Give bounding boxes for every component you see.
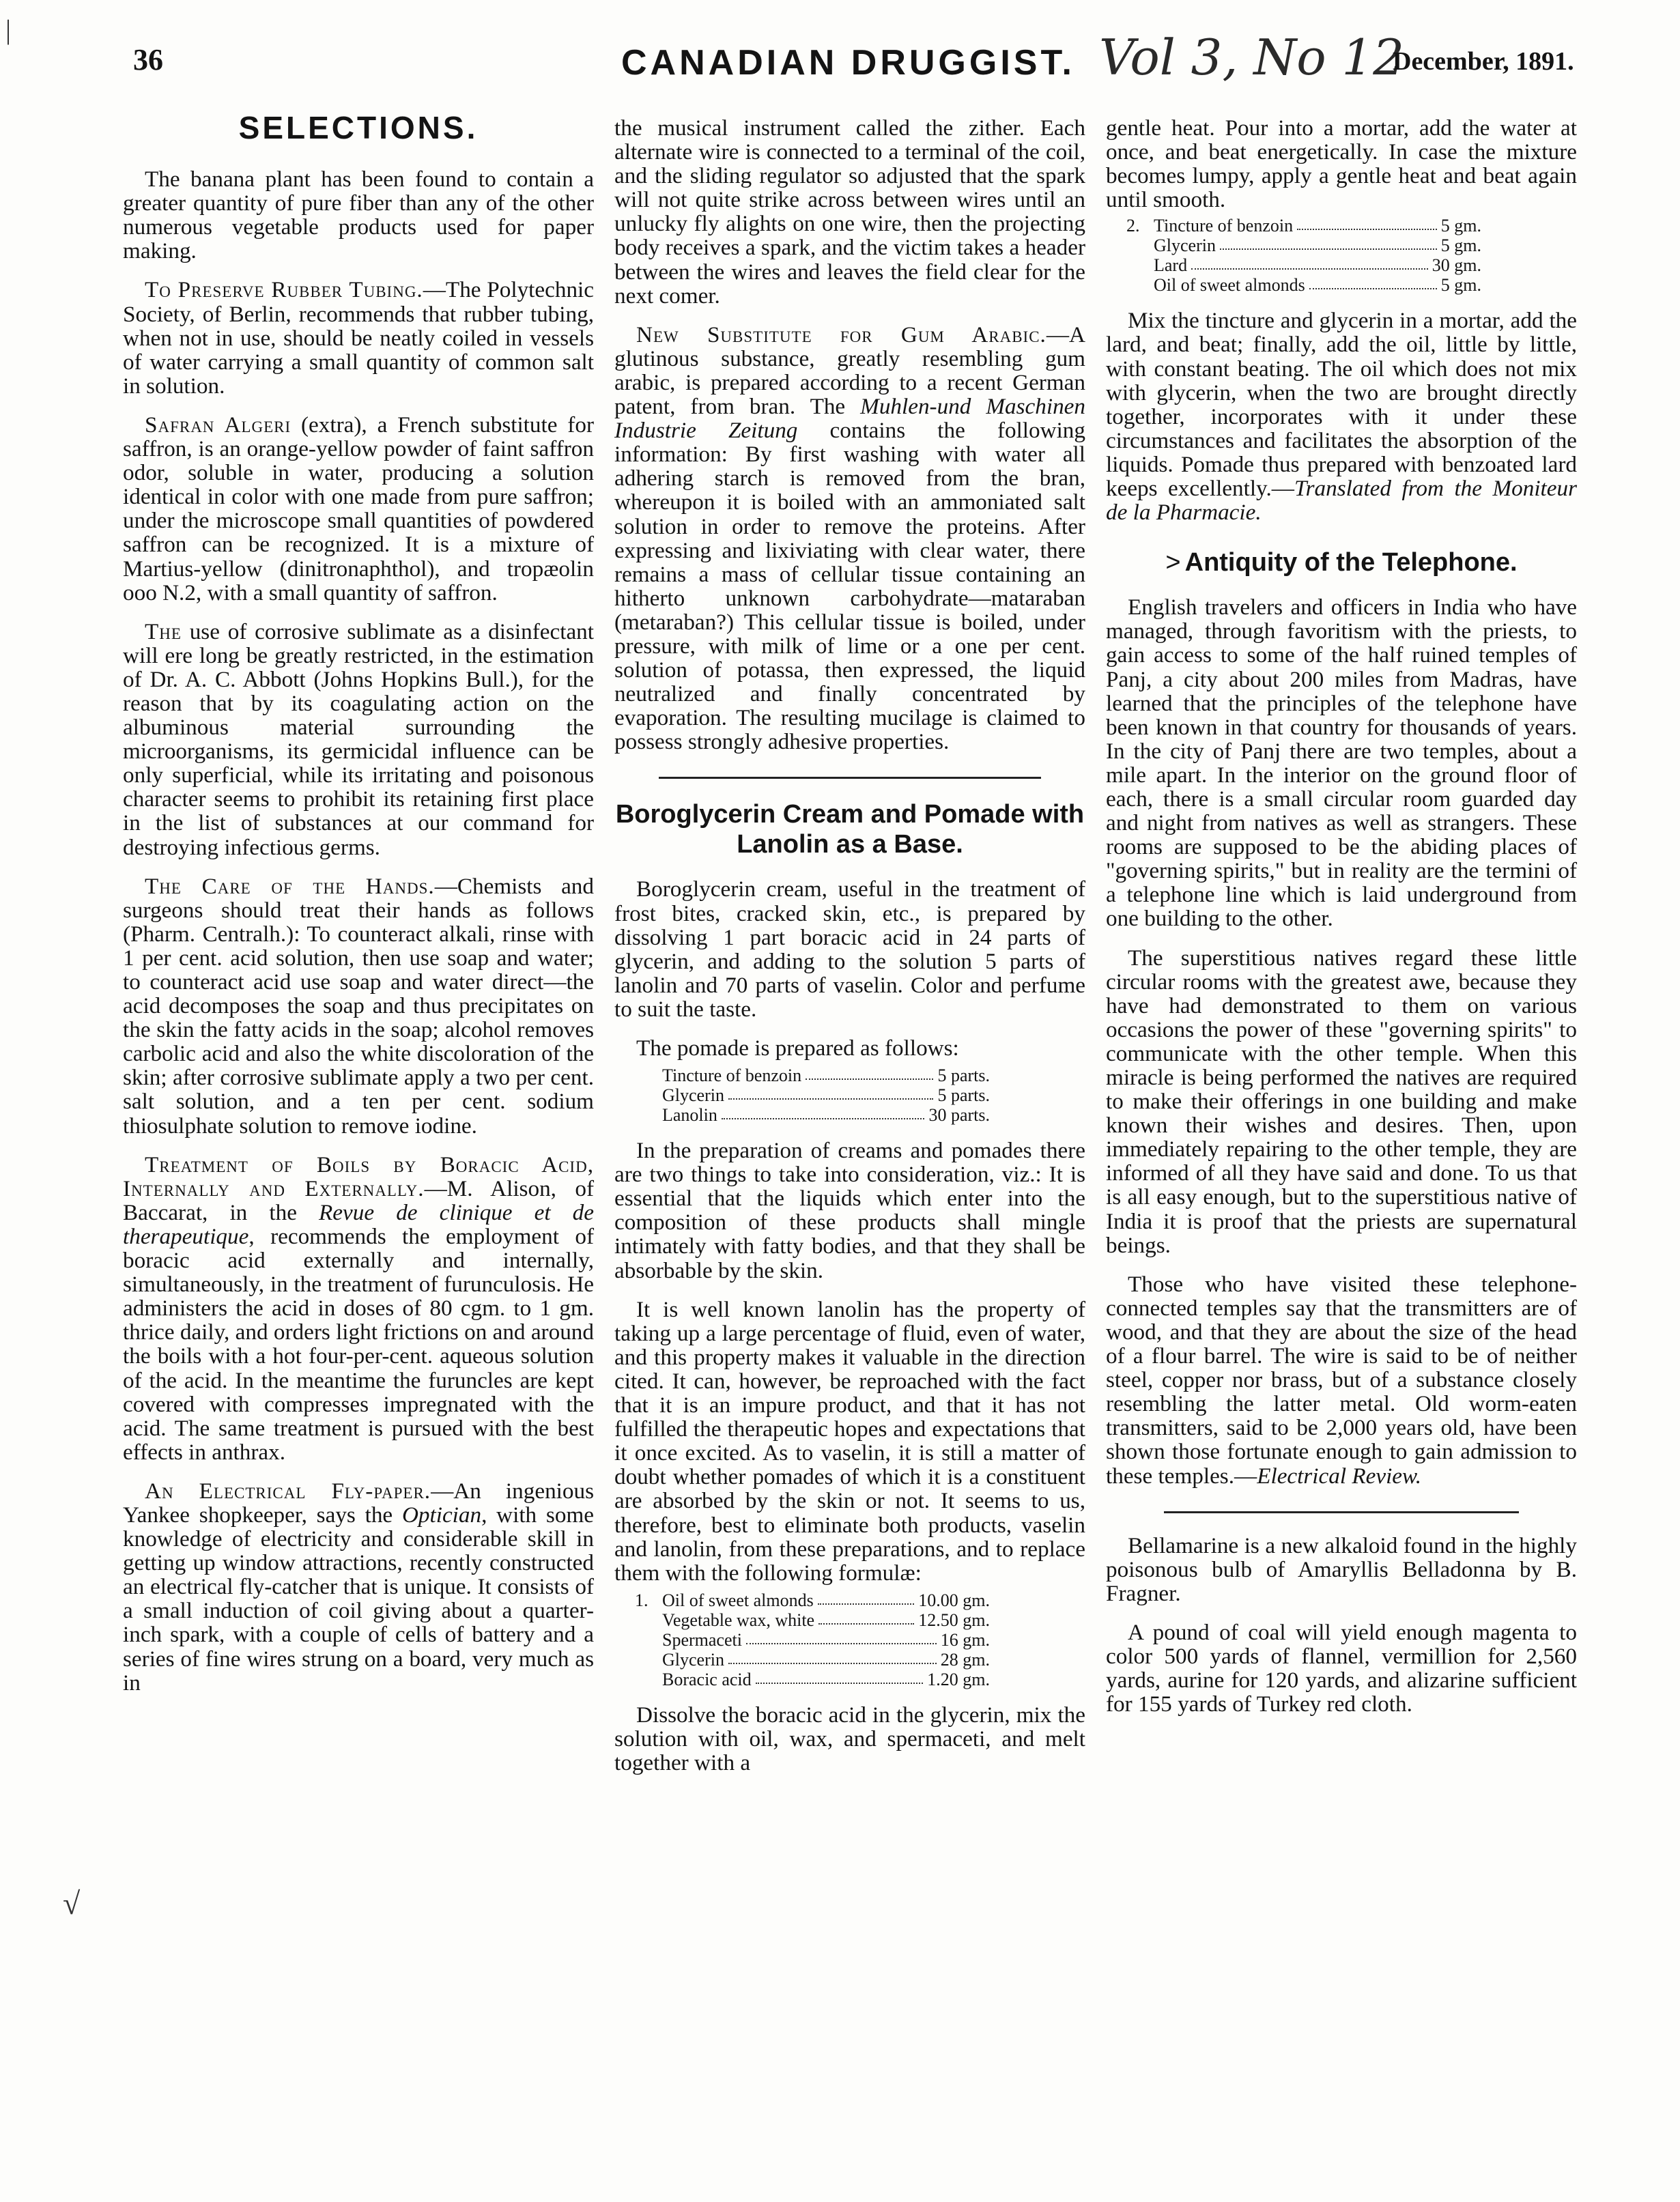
boroglycerin-heading: Boroglycerin Cream and Pomade with Lanolin as a Base. <box>615 800 1085 859</box>
recipe-ingredient: Glycerin <box>662 1649 724 1670</box>
telephone-body-3: Those who have visited these telephone-connected temples say that the transmitters are of wood, and that they are about the size of the head of a flour barrel. The wire is said to be of neither steel, copper nor brass, but of a substance closely resembling the latter metal. Old worm-eaten transmitters, said to be 2,000 years old, have been shown those fortunate enough to gain admission to these temples.— <box>1106 1271 1577 1489</box>
gum-arabic-item <box>614 323 1085 754</box>
recipe-quantity: 5 gm. <box>1440 216 1481 236</box>
recipe-quantity: 30 parts. <box>928 1105 990 1126</box>
article-divider <box>659 777 1041 779</box>
sublimate-body: use of corrosive sublimate as a disinfectant will ere long be greatly restricted, in the estimation of Dr. A. C. Abbott (Johns Hopkins Bull.), for the reason that by its coagulating action on the albuminous material surrounding the microorganisms, its germicidal influence can be only superficial, while its irritating and poisonous character seems to prohibit its retaining first place in the list of substances at our command for destroying infectious germs. <box>123 618 594 860</box>
margin-bar-mark: | <box>5 14 12 45</box>
pomade-recipe <box>662 1066 1085 1125</box>
banana-item: The banana plant has been found to contain a greater quantity of pure fiber than any of the other numerous vegetable products used for paper making. <box>123 167 594 264</box>
recipe-quantity: 1.20 gm. <box>927 1669 990 1689</box>
recipe-ingredient: Spermaceti <box>662 1629 742 1650</box>
issue-date: December, 1891. <box>1393 47 1574 76</box>
boils-body-2: , recommends the employment of boracic acid externally and internally, simultaneously, in the treatment of furunculosis. He administers the acid in doses of 80 cgm. to 1 gm. thrice daily, and orders light frictions on and around the boils with a hot four-per-cent. aqueous solution of the acid. In the meantime the furuncles are kept covered with compresses impregnated with the acid. The same treatment is pursued with the best effects in anthrax. <box>123 1223 594 1465</box>
fly-paper-item <box>123 1479 594 1695</box>
telephone-paragraph-3 <box>1106 1272 1577 1488</box>
recipe-quantity: 10.00 gm. <box>918 1590 990 1610</box>
page-header <box>0 0 1680 96</box>
telephone-title: Antiquity of the Telephone. <box>1184 548 1518 577</box>
boroglycerin-intro: Boroglycerin cream, useful in the treatment of frost bites, cracked skin, etc., is prepared by dissolving 1 part boracic acid in 24 parts of glycerin, and adding to the solution 5 parts of lanolin and 70 parts of vaselin. Color and perfume to suit the taste. <box>614 876 1085 1022</box>
recipe-quantity: 5 parts. <box>937 1066 990 1086</box>
fly-paper-title: An Electrical Fly-paper. <box>145 1478 431 1504</box>
boils-item <box>123 1153 594 1464</box>
fly-paper-body-2: , with some knowledge of electricity and considerable skill in getting up window attractions, recently constructed an electrical fly-catcher that is unique. It consists of a small induction of coil giving about a quarter-inch spark, with a couple of cells of battery and a series of fine wires strung on a board, very much as in <box>123 1502 594 1696</box>
section-title: SELECTIONS. <box>238 110 479 145</box>
dissolve-continued: gentle heat. Pour into a mortar, add the water at once, and beat energetically. In case the mixture becomes lumpy, apply a gentle heat and beat again until smooth. <box>1106 115 1577 213</box>
recipe-row <box>1154 255 1481 275</box>
rubber-tubing-body: —The Polytechnic Society, of Berlin, recommends that rubber tubing, when not in use, should be neatly coiled in vessels of water carrying a small quantity of common salt in solution. <box>123 277 594 399</box>
margin-check-mark: √ <box>63 1886 81 1921</box>
telephone-paragraph-2: The superstitious natives regard these little circular rooms with the greatest awe, because they have had demonstrated to them on various occasions the power of these "governing spirits" to communicate with the other temple. When this miracle is being performed the natives are required to make their offerings in one building and make known their wishes and desires. Then, upon immediately repairing to the other temple, they are informed of all they have said and done. To us that is all easy enough, but to the superstitious native of India it is proof that the priests are supernatural beings. <box>1106 945 1577 1258</box>
recipe-quantity: 5 parts. <box>937 1085 990 1106</box>
bellamarine-item: Bellamarine is a new alkaloid found in the highly poisonous bulb of Amaryllis Belladonna by B. Fragner. <box>1106 1532 1577 1606</box>
journal-title: CANADIAN DRUGGIST. <box>621 43 1075 83</box>
handwritten-arrow-mark: > <box>1165 548 1181 577</box>
gum-arabic-body-2: contains the following information: By first washing with water all adhering starch is removed from the bran, whereupon it is boiled with an ammoniated salt solution in order to remove the proteins. After expressing and lixiviating with clear water, there remains a mass of cellular tissue containing an hitherto unknown carbohydrate—mataraban (metaraban?) This cellular tissue is boiled, under pressure, with milk of lime or a one per cent. solution of potassa, then expressed, the liquid neutralized and finally concentrated by evaporation. The resulting mucilage is claimed to possess strongly adhesive properties. <box>614 418 1085 755</box>
gum-arabic-title: New Substitute for Gum Arabic. <box>636 321 1047 347</box>
dissolve-paragraph: Dissolve the boracic acid in the glycerin, mix the solution with oil, wax, and spermaceti, and melt together with a <box>614 1702 1085 1775</box>
recipe-row <box>662 1630 990 1650</box>
rubber-tubing-title: To Preserve Rubber Tubing. <box>145 277 423 303</box>
recipe-ingredient: Vegetable wax, white <box>662 1610 815 1630</box>
recipe-row <box>662 1650 990 1670</box>
mix-paragraph <box>1106 309 1577 524</box>
lanolin-paragraph: It is well known lanolin has the property of taking up a large percentage of fluid, even of water, and this property makes it valuable in the direction cited. It can, however, be reproached with the fact that it is an impure product, and that it has not fulfilled the therapeutic hopes and expectations that it once excited. As to vaselin, it is still a matter of doubt whether pomades of which it is a constituent are absorbed by the skin or not. It seems to us, therefore, best to eliminate both products, vaselin and lanolin, from these preparations, and to replace them with the following formulæ: <box>614 1296 1085 1586</box>
recipe-row <box>662 1085 990 1105</box>
recipe-ingredient: Lard <box>1154 255 1188 276</box>
recipe-row <box>662 1610 990 1630</box>
recipe-ingredient: Tincture of benzoin <box>1154 216 1294 236</box>
hands-item <box>123 874 594 1138</box>
formula-2 <box>1126 216 1577 296</box>
recipe-ingredient: Boracic acid <box>662 1669 752 1689</box>
recipe-quantity: 28 gm. <box>940 1649 990 1670</box>
recipe-row <box>662 1670 990 1689</box>
fly-paper-journal: Optician <box>401 1502 482 1528</box>
page-number: 36 <box>133 43 163 76</box>
pomade-intro: The pomade is prepared as follows: <box>636 1035 959 1061</box>
recipe-quantity: 5 gm. <box>1440 235 1481 256</box>
safran-body: (extra), a French substitute for saffron, is an orange-yellow powder of faint saffron odor, soluble in water, producing a solution identical in color with one made from pure saffron; under the microscope small quantities of powdered saffron can be recognized. It is a mixture of Martius-yellow (dinitronaphthol), and tropæolin ooo N.2, with a small quantity of saffron. <box>123 412 594 605</box>
recipe-ingredient: Tincture of benzoin <box>662 1066 802 1086</box>
mix-body: Mix the tincture and glycerin in a mortar, add the lard, and beat; finally, add the oil, little by little, with constant beating. The oil which does not mix with glycerin, when the two are brought directly together, incorporates with it under these circumstances and facilitates the absorption of the liquids. Pomade thus prepared with benzoated lard keeps excellently.— <box>1106 308 1577 502</box>
recipe-ingredient: Glycerin <box>1154 235 1216 256</box>
boils-journal: Revue de clinique et de therapeutique <box>123 1199 595 1249</box>
safran-item <box>123 413 594 605</box>
recipe-quantity: 5 gm. <box>1440 275 1481 296</box>
boils-title: Treatment of Boils by Boracic Acid, Internally and Externally. <box>123 1152 594 1201</box>
fly-paper-continued: the musical instrument called the zither. Each alternate wire is connected to a terminal of the coil, and the sliding regulator so adjusted that the spark will not quite strike across between wires until an unlucky fly alights on one wire, then the projecting body receives a spark, and the victim takes a header between the wires and leaves the field clear for the next comer. <box>614 115 1085 309</box>
recipe-row <box>1154 235 1481 255</box>
sublimate-title: The <box>145 618 182 644</box>
hands-title: The Care of the Hands. <box>145 873 435 899</box>
recipe-ingredient: Lanolin <box>662 1105 717 1126</box>
recipe-quantity: 16 gm. <box>940 1629 990 1650</box>
creams-paragraph: In the preparation of creams and pomades there are two things to take into consideration, viz.: It is essential that the liquids which enter into the composition of these products shall mingle intimately with fatty bodies, and that they shall be absorbable by the skin. <box>614 1138 1085 1283</box>
column-3 <box>1106 116 1577 1731</box>
boils-body-1: —M. Alison, of Baccarat, in the <box>123 1175 594 1225</box>
formula-number: 1. <box>635 1590 649 1610</box>
recipe-quantity: 30 gm. <box>1432 255 1481 276</box>
recipe-ingredient: Oil of sweet almonds <box>1154 275 1305 296</box>
article-divider <box>1164 1511 1519 1513</box>
formula-1 <box>635 1590 1085 1689</box>
rubber-tubing-item <box>123 278 594 397</box>
telephone-source: Electrical Review. <box>1257 1463 1422 1489</box>
hands-body: —Chemists and surgeons should treat their hands as follows (Pharm. Centralh.): To counteract alkali, rinse with 1 per cent. acid solution, then use soap and water; to counteract acid use soap and water direct—the acid decomposes the soap and thus precipitates on the skin the fatty acids in the soap; alcohol removes carbolic acid and also the white discoloration of the skin; after corrosive sublimate apply a two per cent. salt solution, and a ten per cent. sodium thiosulphate solution to remove iodine. <box>123 873 594 1139</box>
coal-item: A pound of coal will yield enough magenta to color 500 yards of flannel, vermillion for 2,560 yards, aurine for 120 yards, and alizarine sufficient for 155 yards of Turkey red cloth. <box>1106 1619 1577 1717</box>
mix-source: Translated from the Moniteur de la Pharmacie. <box>1106 476 1577 526</box>
recipe-quantity: 12.50 gm. <box>918 1610 990 1630</box>
recipe-row <box>1126 216 1481 236</box>
fly-paper-body-1: —An ingenious Yankee shopkeeper, says the <box>123 1478 594 1528</box>
recipe-ingredient: Oil of sweet almonds <box>662 1590 814 1610</box>
gum-arabic-body-1: —A glutinous substance, greatly resembling gum arabic, is prepared according to a recent German patent, from bran. The <box>614 321 1085 420</box>
recipe-row <box>662 1066 990 1085</box>
recipe-row <box>635 1590 990 1610</box>
telephone-heading <box>1106 547 1577 577</box>
recipe-row <box>1154 275 1481 295</box>
column-1 <box>123 110 595 1710</box>
column-2 <box>614 116 1085 1790</box>
recipe-ingredient: Glycerin <box>662 1085 724 1106</box>
gum-arabic-journal: Muhlen-und Maschinen Industrie Zeitung <box>614 394 1085 444</box>
safran-title: Safran Algeri <box>145 412 291 438</box>
handwritten-volume-annotation: Vol 3, No 12 <box>1099 29 1405 86</box>
recipe-row <box>662 1105 990 1125</box>
sublimate-item <box>123 620 594 859</box>
telephone-paragraph-1: English travelers and officers in India who have managed, through favoritism with the priests, to gain access to some of the half ruined temples of Panj, a city about 200 miles from Madras, have learned that the principles of the telephone have been known in that country for thousands of years. In the city of Panj there are two temples, about a mile apart. In the interior on the ground floor of each, there is a small circular room guarded day and night from natives as well as strangers. These rooms are supposed to be the abiding places of "governing spirits," but in reality are the termini of a telephone line which is laid underground from one building to the other. <box>1106 595 1577 932</box>
formula-number: 2. <box>1126 216 1140 236</box>
